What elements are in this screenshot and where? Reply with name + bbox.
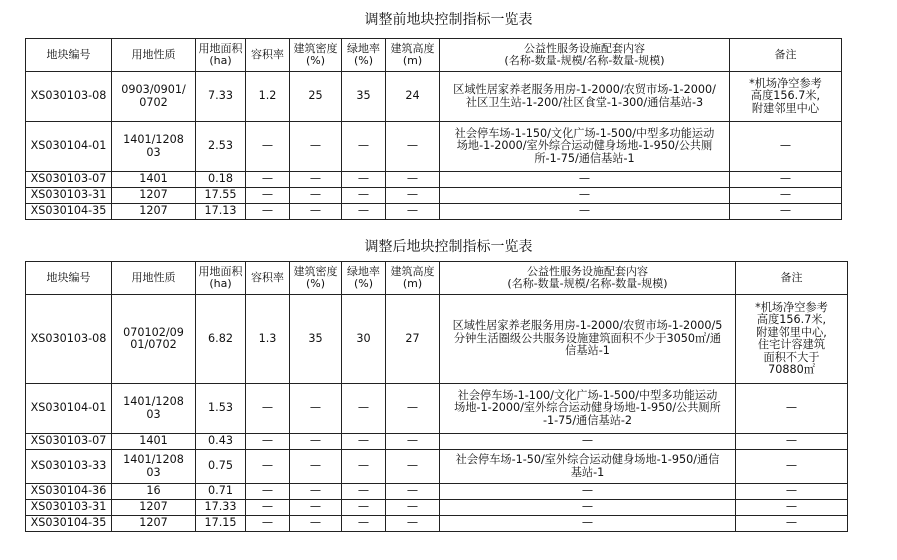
cell-far: — [246, 122, 290, 172]
cell-land-area: 0.18 [196, 172, 246, 188]
cell-building-density: — [290, 450, 342, 484]
cell-building-height: — [386, 450, 440, 484]
cell-public-facilities: — [440, 204, 730, 220]
column-header-remarks: 备注 [730, 39, 842, 72]
cell-plot-id: XS030103-31 [26, 188, 112, 204]
cell-building-height: — [386, 516, 440, 532]
cell-remarks: — [730, 172, 842, 188]
column-header-public-facilities: 公益性服务设施配套内容 (名称-数量-规模/名称-数量-规模) [440, 262, 736, 295]
column-header-building-density: 建筑密度 (%) [290, 39, 342, 72]
cell-public-facilities: 区域性居家养老服务用房-1-2000/农贸市场-1-2000/5 分钟生活圈级公共服务设施建筑面积不少于3050㎡/通 信基站-1 [440, 295, 736, 384]
cell-remarks: — [730, 188, 842, 204]
cell-land-area: 17.55 [196, 188, 246, 204]
table-row [26, 516, 848, 532]
cell-remarks: — [736, 434, 848, 450]
cell-land-use: 1207 [112, 204, 196, 220]
cell-land-use: 1401/1208 03 [112, 450, 196, 484]
cell-public-facilities: — [440, 172, 730, 188]
cell-land-area: 7.33 [196, 72, 246, 122]
cell-far: — [246, 516, 290, 532]
cell-public-facilities: 区域性居家养老服务用房-1-2000/农贸市场-1-2000/ 社区卫生站-1-200/社区食堂-1-300/通信基站-3 [440, 72, 730, 122]
cell-green-ratio: — [342, 484, 386, 500]
after-table-title: 调整后地块控制指标一览表 [364, 239, 533, 255]
cell-plot-id: XS030103-33 [26, 450, 112, 484]
cell-land-area: 17.33 [196, 500, 246, 516]
cell-land-use: 16 [112, 484, 196, 500]
column-header-building-density: 建筑密度 (%) [290, 262, 342, 295]
table-row [26, 122, 842, 172]
cell-building-height: — [386, 188, 440, 204]
table-row [26, 450, 848, 484]
cell-plot-id: XS030103-31 [26, 500, 112, 516]
cell-public-facilities: — [440, 516, 736, 532]
cell-land-area: 0.71 [196, 484, 246, 500]
cell-far: — [246, 384, 290, 434]
cell-far: 1.2 [246, 72, 290, 122]
cell-building-density: — [290, 384, 342, 434]
cell-green-ratio: — [342, 500, 386, 516]
column-header-green-ratio: 绿地率 (%) [342, 39, 386, 72]
cell-public-facilities: — [440, 500, 736, 516]
column-header-land-use: 用地性质 [112, 262, 196, 295]
cell-land-use: 1401 [112, 172, 196, 188]
cell-land-area: 2.53 [196, 122, 246, 172]
cell-plot-id: XS030103-08 [26, 72, 112, 122]
cell-plot-id: XS030103-07 [26, 434, 112, 450]
cell-plot-id: XS030104-01 [26, 122, 112, 172]
cell-land-use: 1401/1208 03 [112, 384, 196, 434]
cell-land-area: 6.82 [196, 295, 246, 384]
cell-plot-id: XS030103-07 [26, 172, 112, 188]
cell-plot-id: XS030104-35 [26, 516, 112, 532]
cell-land-use: 070102/09 01/0702 [112, 295, 196, 384]
cell-far: — [246, 434, 290, 450]
cell-building-density: — [290, 500, 342, 516]
cell-building-height: 27 [386, 295, 440, 384]
cell-far: — [246, 188, 290, 204]
cell-land-area: 0.75 [196, 450, 246, 484]
column-header-remarks: 备注 [736, 262, 848, 295]
before-table-title: 调整前地块控制指标一览表 [364, 12, 533, 28]
cell-building-height: 24 [386, 72, 440, 122]
cell-green-ratio: — [342, 122, 386, 172]
cell-green-ratio: — [342, 384, 386, 434]
cell-far: 1.3 [246, 295, 290, 384]
table-row [26, 295, 848, 384]
cell-far: — [246, 172, 290, 188]
cell-plot-id: XS030104-35 [26, 204, 112, 220]
column-header-public-facilities: 公益性服务设施配套内容 (名称-数量-规模/名称-数量-规模) [440, 39, 730, 72]
cell-building-density: — [290, 172, 342, 188]
cell-land-use: 1207 [112, 500, 196, 516]
table-row [26, 434, 848, 450]
cell-building-height: — [386, 204, 440, 220]
cell-land-use: 1401 [112, 434, 196, 450]
column-header-green-ratio: 绿地率 (%) [342, 262, 386, 295]
cell-remarks: — [736, 450, 848, 484]
cell-plot-id: XS030104-36 [26, 484, 112, 500]
cell-green-ratio: 35 [342, 72, 386, 122]
cell-remarks: — [736, 500, 848, 516]
column-header-land-use: 用地性质 [112, 39, 196, 72]
column-header-far: 容积率 [246, 39, 290, 72]
column-header-far: 容积率 [246, 262, 290, 295]
table-row [26, 484, 848, 500]
header-row [26, 39, 842, 72]
column-header-building-height: 建筑高度 (m) [386, 262, 440, 295]
cell-remarks: — [736, 516, 848, 532]
cell-remarks: — [730, 122, 842, 172]
cell-public-facilities: — [440, 484, 736, 500]
cell-building-height: — [386, 122, 440, 172]
cell-remarks: *机场净空参考 高度156.7米, 附建邻里中心 [730, 72, 842, 122]
table-row [26, 204, 842, 220]
cell-far: — [246, 204, 290, 220]
before-control-index-table [25, 38, 842, 220]
cell-building-density: 35 [290, 295, 342, 384]
column-header-land-area: 用地面积 (ha) [196, 39, 246, 72]
cell-green-ratio: — [342, 434, 386, 450]
table-row [26, 72, 842, 122]
cell-plot-id: XS030104-01 [26, 384, 112, 434]
cell-land-use: 1401/1208 03 [112, 122, 196, 172]
cell-green-ratio: — [342, 172, 386, 188]
table-row [26, 172, 842, 188]
cell-green-ratio: — [342, 516, 386, 532]
cell-land-area: 1.53 [196, 384, 246, 434]
cell-building-density: — [290, 122, 342, 172]
cell-building-density: — [290, 516, 342, 532]
cell-building-height: — [386, 434, 440, 450]
cell-land-use: 1207 [112, 516, 196, 532]
after-control-index-table [25, 261, 848, 532]
cell-far: — [246, 500, 290, 516]
cell-building-density: — [290, 434, 342, 450]
table-row [26, 500, 848, 516]
cell-public-facilities: — [440, 188, 730, 204]
cell-public-facilities: — [440, 434, 736, 450]
cell-building-height: — [386, 484, 440, 500]
header-row [26, 262, 848, 295]
cell-building-height: — [386, 172, 440, 188]
column-header-plot-id: 地块编号 [26, 262, 112, 295]
cell-remarks: — [736, 484, 848, 500]
cell-public-facilities: 社会停车场-1-100/文化广场-1-500/中型多功能运动 场地-1-2000/室外综合运动健身场地-1-950/公共厕所 -1-75/通信基站-2 [440, 384, 736, 434]
cell-building-density: — [290, 484, 342, 500]
column-header-building-height: 建筑高度 (m) [386, 39, 440, 72]
cell-building-height: — [386, 384, 440, 434]
cell-public-facilities: 社会停车场-1-150/文化广场-1-500/中型多功能运动 场地-1-2000/室外综合运动健身场地-1-950/公共厕 所-1-75/通信基站-1 [440, 122, 730, 172]
column-header-land-area: 用地面积 (ha) [196, 262, 246, 295]
cell-remarks: *机场净空参考 高度156.7米, 附建邻里中心, 住宅计容建筑 面积不大于 70880㎡ [736, 295, 848, 384]
cell-far: — [246, 484, 290, 500]
cell-green-ratio: — [342, 204, 386, 220]
cell-building-density: — [290, 204, 342, 220]
cell-land-area: 0.43 [196, 434, 246, 450]
cell-far: — [246, 450, 290, 484]
cell-plot-id: XS030103-08 [26, 295, 112, 384]
cell-remarks: — [730, 204, 842, 220]
table-row [26, 384, 848, 434]
cell-building-density: — [290, 188, 342, 204]
cell-public-facilities: 社会停车场-1-50/室外综合运动健身场地-1-950/通信 基站-1 [440, 450, 736, 484]
cell-land-use: 1207 [112, 188, 196, 204]
cell-land-use: 0903/0901/ 0702 [112, 72, 196, 122]
cell-land-area: 17.15 [196, 516, 246, 532]
cell-green-ratio: — [342, 450, 386, 484]
cell-building-density: 25 [290, 72, 342, 122]
column-header-plot-id: 地块编号 [26, 39, 112, 72]
table-row [26, 188, 842, 204]
cell-green-ratio: — [342, 188, 386, 204]
cell-green-ratio: 30 [342, 295, 386, 384]
cell-remarks: — [736, 384, 848, 434]
cell-land-area: 17.13 [196, 204, 246, 220]
cell-building-height: — [386, 500, 440, 516]
